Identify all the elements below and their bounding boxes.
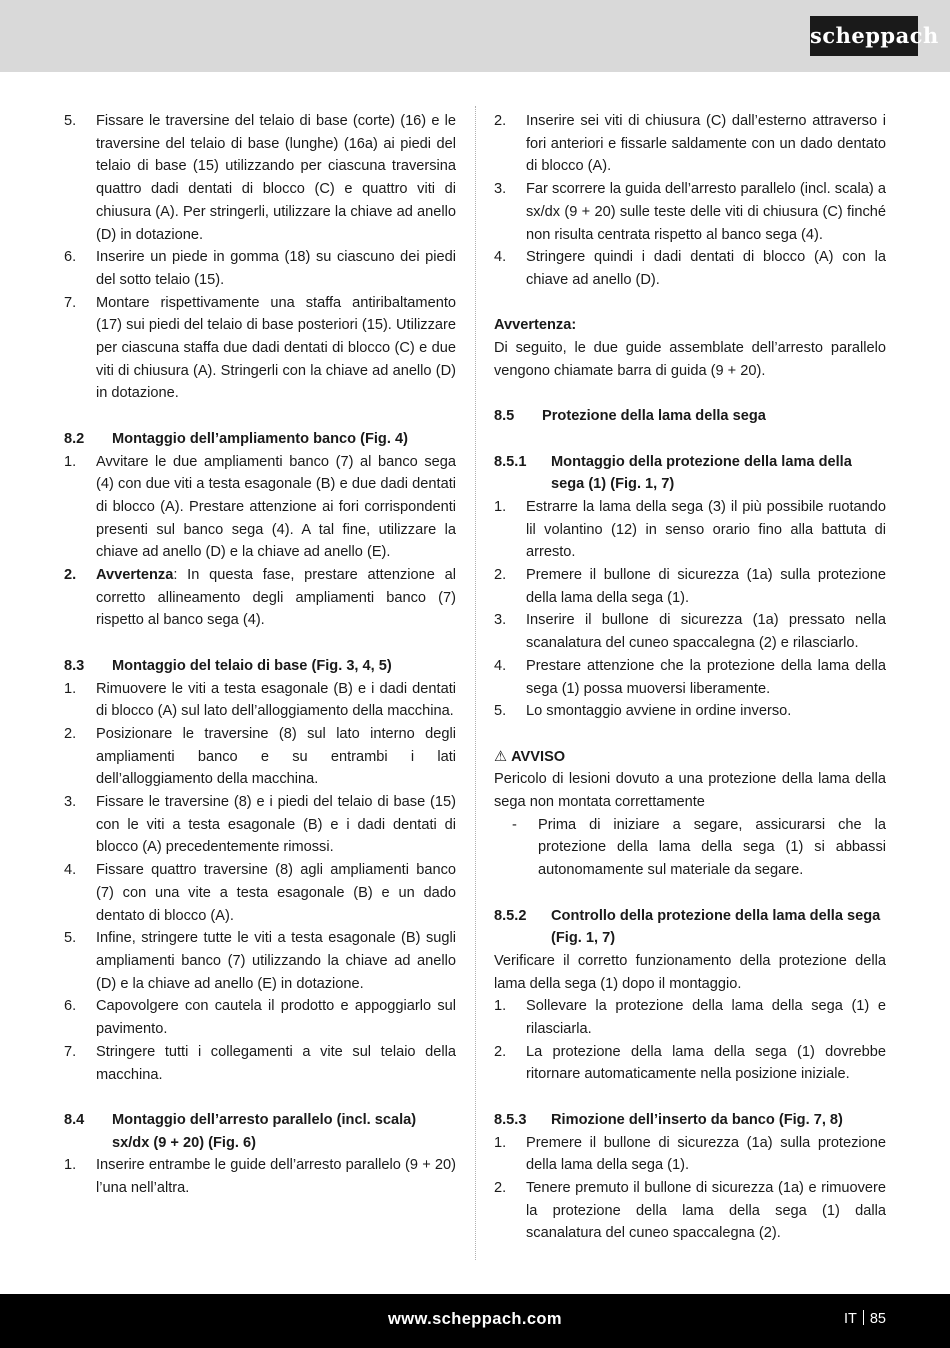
section-title: Rimozione dell’inserto da banco (Fig. 7, 8) <box>551 1111 843 1128</box>
list-number: 7. <box>64 294 77 311</box>
section-heading-8-5-1 <box>494 451 886 496</box>
list-number: 6. <box>64 249 77 266</box>
section-title: Protezione della lama della sega <box>542 408 766 425</box>
bullet-text: Prima di iniziare a segare, assicurarsi che la protezione della lama della sega (1) si abbassi autonomamente sul materiale da segare. <box>538 816 886 879</box>
section-heading-8-4 <box>64 1109 456 1154</box>
list-item <box>64 791 456 859</box>
scheppach-logo: scheppach <box>810 16 918 56</box>
list-number: 1. <box>494 1134 507 1151</box>
assembly-list-top <box>64 110 456 405</box>
page-footer <box>0 1294 950 1348</box>
list-text: Prestare attenzione che la protezione della lama della sega (1) possa muoversi liberamente. <box>526 657 886 697</box>
section-number: 8.2 <box>64 430 85 447</box>
section-number: 8.5.2 <box>494 907 527 924</box>
section-number: 8.5.1 <box>494 453 527 470</box>
list-text: Sollevare la protezione della lama della sega (1) e rilasciarla. <box>526 998 886 1038</box>
list-text: Stringere quindi i dadi dentati di blocco (A) con la chiave ad anello (D). <box>526 249 886 288</box>
list-number: 1. <box>64 1157 77 1174</box>
list-text: Premere il bullone di sicurezza (1a) sulla protezione della lama della sega (1). <box>526 567 886 606</box>
list-number: 2. <box>494 113 507 129</box>
list-item <box>64 1041 456 1086</box>
list-number: 6. <box>64 998 77 1015</box>
section-title: Controllo della protezione della lama della sega (Fig. 1, 7) <box>551 907 881 947</box>
list-text: Inserire il bullone di sicurezza (1a) pressato nella scanalatura del cuneo spaccalegna (2) e rilasciarlo. <box>526 612 886 652</box>
bullet-dash: - <box>512 816 517 833</box>
note-text: Di seguito, le due guide assemblate dell’arresto parallelo vengono chiamate barra di guida (9 + 20). <box>494 340 886 379</box>
section-heading-8-5 <box>494 405 886 428</box>
language-code: IT <box>843 1311 857 1327</box>
list-text: Fissare le traversine del telaio di base (corte) (16) e le traversine del telaio di base (lunghe) (16a) ai piedi del telaio di base (15) utilizzando per ciascuna traversina quattro dadi dentati di blocco (C) e quattro viti di chiusura (A). Per stringerli, utilizzare la chiave ad anello (D) in dotazione. <box>96 113 456 243</box>
list-item <box>494 700 886 723</box>
list-item <box>64 246 456 291</box>
right-column <box>494 110 886 1245</box>
section-heading-8-5-2 <box>494 905 886 950</box>
list-number: 3. <box>494 612 507 629</box>
page-info <box>844 1294 886 1344</box>
list-text: Lo smontaggio avviene in ordine inverso. <box>526 703 792 720</box>
list-item <box>64 110 456 246</box>
list-text: Montare rispettivamente una staffa antiribaltamento (17) sui piedi del telaio di base posteriori (15). Utilizzare per ciascuna staffa due dadi dentati di blocco (C) e due viti di chiusura (A). Stringerli con la chiave ad anello (D) in dotazione. <box>96 294 456 402</box>
list-text: La protezione della lama della sega (1) dovrebbe ritornare automaticamente nella posizione iniziale. <box>526 1043 886 1083</box>
list-number: 1. <box>64 453 77 470</box>
list-number: 3. <box>64 794 77 811</box>
list-item <box>494 995 886 1040</box>
list-number: 1. <box>64 680 77 697</box>
list-text: Far scorrere la guida dell’arresto parallelo (incl. scala) a sx/dx (9 + 20) sulle teste delle viti di chiusura (C) finché non risulta centrata rispetto al banco sega (4). <box>526 181 886 243</box>
list-item <box>64 723 456 791</box>
list-number: 1. <box>494 998 507 1015</box>
list-item <box>64 1154 456 1199</box>
section-number: 8.5.3 <box>494 1111 527 1128</box>
list-text: Premere il bullone di sicurezza (1a) sulla protezione della lama della sega (1). <box>526 1134 886 1174</box>
list-number: 2. <box>64 567 77 584</box>
list-text: Infine, stringere tutte le viti a testa esagonale (B) sugli ampliamenti banco (7) utilizzando la chiave ad anello (D) e la chiave ad anello (E) in dotazione. <box>96 930 456 992</box>
list-text: Estrarre la lama della sega (3) il più possibile ruotando lil volantino (12) in senso orario fino alla battuta di arresto. <box>526 498 886 561</box>
section-title: Montaggio dell’arresto parallelo (incl. scala) sx/dx (9 + 20) (Fig. 6) <box>112 1111 417 1151</box>
list-number: 5. <box>494 703 507 720</box>
list-number: 5. <box>64 113 77 129</box>
list-text: Inserire sei viti di chiusura (C) dall’esterno attraverso i fori anteriori e fissarle saldamente con un dado dentato di blocco (A). <box>526 113 886 175</box>
list-text: : In questa fase, prestare attenzione al corretto allineamento degli ampliamenti banco (7) rispetto al banco sega (4). <box>96 567 456 629</box>
list-item <box>64 451 456 565</box>
separator <box>863 1310 864 1325</box>
list-text: Avvitare le due ampliamenti banco (7) al banco sega (4) con due viti a testa esagonale (B) e due dadi dentati di blocco (A). Prestare attenzione ai fori corrispondenti presenti sul banco sega (4). A tal fine, utilizzare la chiave ad anello (D) e la chiave ad anello (E). <box>96 453 456 561</box>
section-number: 8.5 <box>494 408 515 425</box>
section-heading-8-3 <box>64 655 456 678</box>
section-heading-8-2 <box>64 428 456 451</box>
list-item <box>64 927 456 995</box>
list-item <box>64 564 456 632</box>
warning-title: AVVISO <box>511 748 566 765</box>
list-item <box>494 1177 886 1245</box>
list-number: 4. <box>64 862 77 879</box>
list-item <box>494 1041 886 1086</box>
list-text: Tenere premuto il bullone di sicurezza (1a) e rimuovere la protezione della lama della sega (1) dalla scanalatura del cuneo spaccalegna (2). <box>526 1179 886 1242</box>
section-title: Montaggio del telaio di base (Fig. 3, 4, 5) <box>112 657 392 674</box>
page-number: 85 <box>869 1311 886 1327</box>
list-number: 2. <box>494 567 507 584</box>
list-number: 2. <box>64 725 77 742</box>
warning-text: Pericolo di lesioni dovuto a una protezione della lama della sega non montata correttamente <box>494 771 886 811</box>
list-item <box>494 1132 886 1177</box>
list-number: 4. <box>494 657 507 674</box>
section-number: 8.3 <box>64 657 85 674</box>
note-title: Avvertenza: <box>494 317 577 334</box>
list-number: 1. <box>494 498 507 515</box>
list-text: Rimuovere le viti a testa esagonale (B) e i dadi dentati di blocco (A) sul lato dell’alloggiamento della macchina. <box>96 680 456 720</box>
list-text: Inserire un piede in gomma (18) su ciascuno dei piedi del sotto telaio (15). <box>96 249 456 288</box>
list-text: Stringere tutti i collegamenti a vite sul telaio della macchina. <box>96 1043 456 1083</box>
list-number: 2. <box>494 1179 507 1196</box>
warning-triangle-icon: ⚠ <box>494 747 508 765</box>
page-header <box>0 0 950 72</box>
section-title: Montaggio della protezione della lama della sega (1) (Fig. 1, 7) <box>551 453 852 493</box>
column-divider <box>475 106 476 1260</box>
list-number: 4. <box>494 249 507 266</box>
list-number: 2. <box>494 1043 507 1060</box>
list-number: 5. <box>64 930 77 947</box>
list-text: Posizionare le traversine (8) sul lato interno degli ampliamenti banco e su entrambi i lati dell’alloggiamento della macchina. <box>96 725 456 788</box>
list-number: 7. <box>64 1043 77 1060</box>
list-item <box>494 110 886 178</box>
list-text: Inserire entrambe le guide dell’arresto parallelo (9 + 20) l’una nell’altra. <box>96 1157 456 1196</box>
list-item <box>64 995 456 1040</box>
list-item <box>494 655 886 700</box>
list-number: 3. <box>494 181 507 198</box>
list-item <box>64 678 456 723</box>
warning-heading <box>494 746 886 769</box>
website-link[interactable]: www.scheppach.com <box>388 1310 562 1328</box>
list-item <box>494 496 886 564</box>
list-item <box>494 609 886 654</box>
section-number: 8.4 <box>64 1111 85 1128</box>
left-column <box>64 110 456 1200</box>
list-item <box>494 564 886 609</box>
list-text: Capovolgere con cautela il prodotto e appoggiarlo sul pavimento. <box>96 998 456 1038</box>
section-heading-8-5-3 <box>494 1109 886 1132</box>
list-item <box>64 859 456 927</box>
list-item <box>494 246 886 291</box>
warning-bullet <box>494 814 886 882</box>
section-title: Montaggio dell’ampliamento banco (Fig. 4) <box>112 430 408 447</box>
section-intro: Verificare il corretto funzionamento della protezione della lama della sega (1) dopo il montaggio. <box>494 952 886 992</box>
list-item <box>494 178 886 246</box>
warning-label: Avvertenza <box>96 567 174 584</box>
list-text: Fissare le traversine (8) e i piedi del telaio di base (15) con le viti a testa esagonale (B) e i dadi dentati di blocco (A) precedentemente rimossi. <box>96 794 456 856</box>
list-item <box>64 292 456 406</box>
list-text: Fissare quattro traversine (8) agli ampliamenti banco (7) con una vite a testa esagonale (B) e un dado dentato di blocco (A). <box>96 862 456 924</box>
